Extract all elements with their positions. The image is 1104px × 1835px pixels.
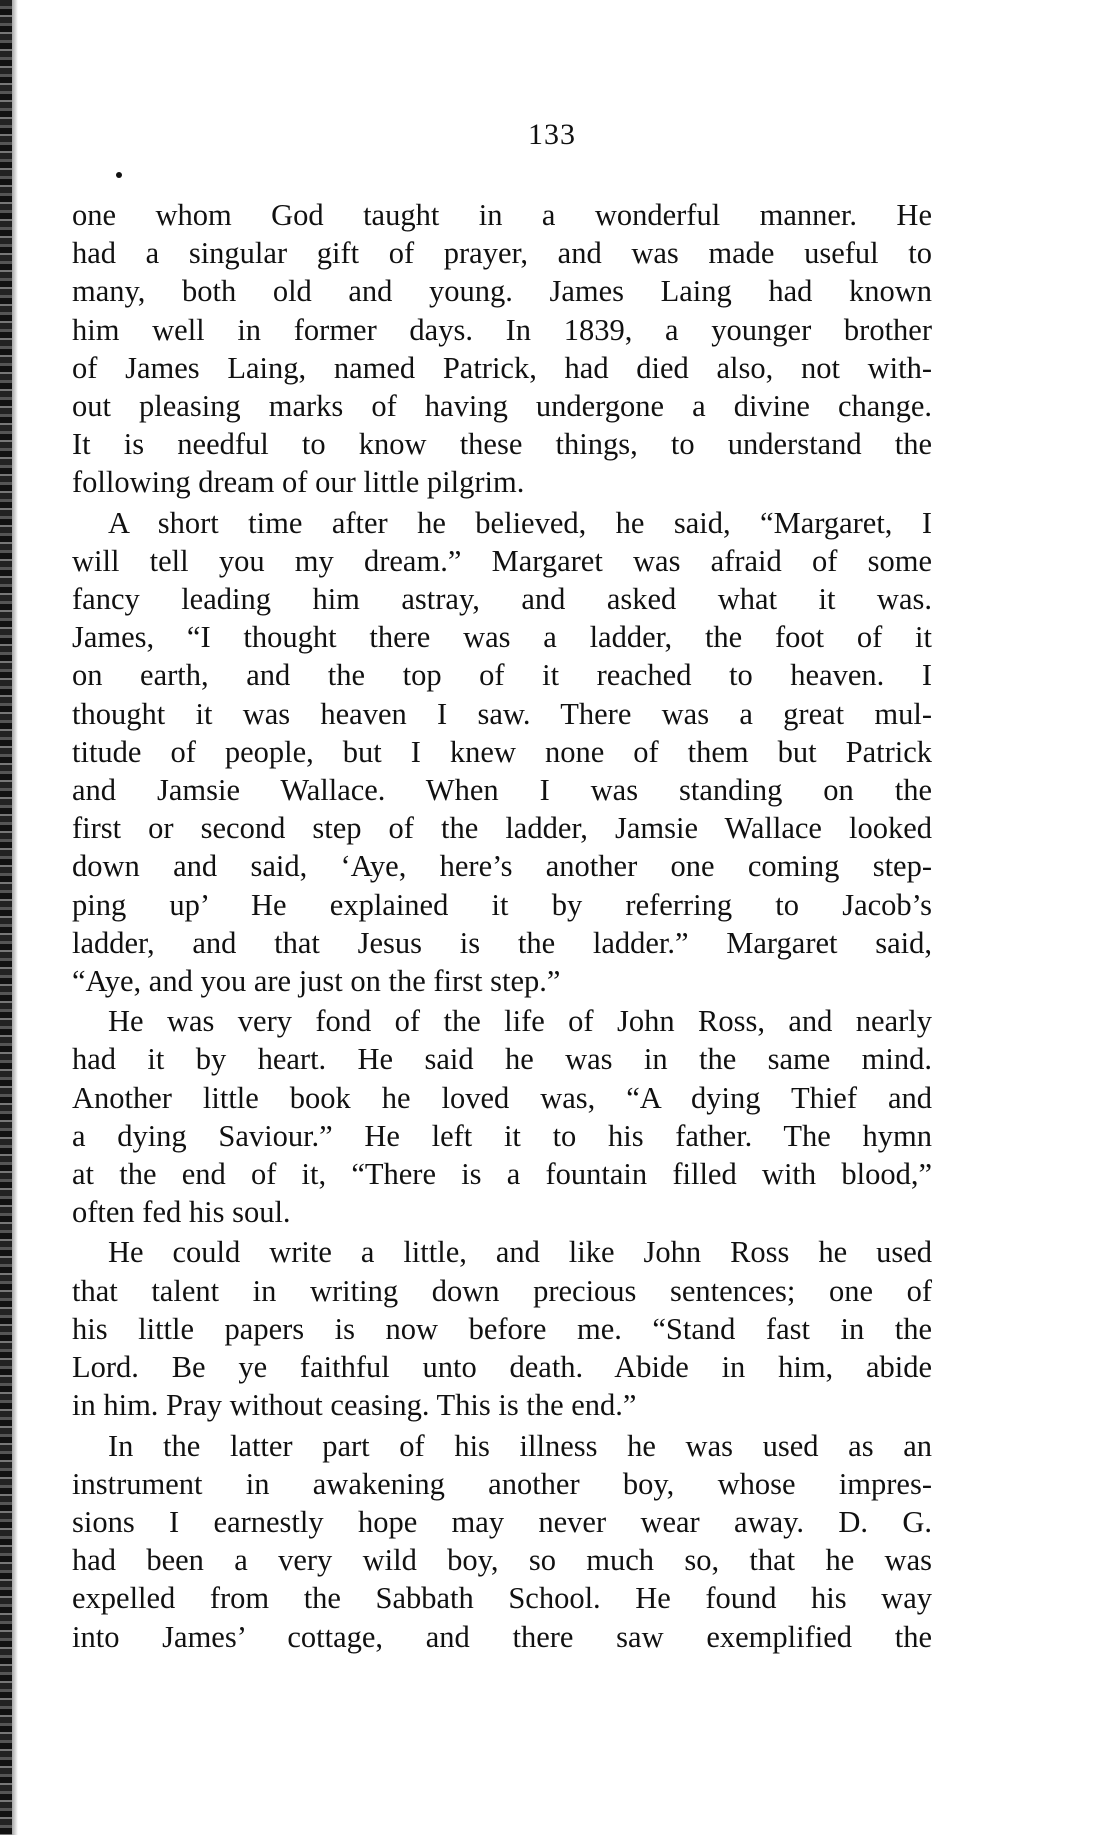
paragraph-5: [72, 1427, 932, 1656]
text-line: will tell you my dream.” Margaret was afraid of some: [72, 543, 932, 578]
text-line: in him. Pray without ceasing. This is the end.”: [72, 1388, 637, 1423]
text-line: Lord. Be ye faithful unto death. Abide in him, abide: [72, 1350, 932, 1385]
text-line: sions I earnestly hope may never wear away. D. G.: [72, 1504, 932, 1539]
text-line: of James Laing, named Patrick, had died also, not with-: [72, 350, 932, 385]
paragraph-3: [72, 1002, 932, 1231]
text-line: often fed his soul.: [72, 1195, 291, 1230]
paragraph-2: [72, 504, 932, 1001]
text-line: a dying Saviour.” He left it to his father. The hymn: [72, 1118, 932, 1153]
text-line: into James’ cottage, and there saw exemplified the: [72, 1619, 932, 1654]
text-line: “Aye, and you are just on the first step.”: [72, 964, 561, 999]
paragraph-1: [72, 196, 932, 502]
text-line: on earth, and the top of it reached to heaven. I: [72, 658, 932, 693]
text-line: down and said, ‘Aye, here’s another one coming step-: [72, 849, 932, 884]
text-line: It is needful to know these things, to understand the: [72, 427, 932, 462]
text-line: In the latter part of his illness he was used as an: [108, 1428, 932, 1463]
page-number: 133: [528, 118, 576, 151]
text-line: one whom God taught in a wonderful manner. He: [72, 198, 932, 232]
text-line: thought it was heaven I saw. There was a great mul-: [72, 696, 932, 731]
text-line: instrument in awakening another boy, whose impres-: [72, 1466, 932, 1501]
page-body-text: [72, 196, 932, 1656]
text-line: at the end of it, “There is a fountain filled with blood,”: [72, 1157, 932, 1192]
text-line: James, “I thought there was a ladder, the foot of it: [72, 620, 932, 655]
text-line: many, both old and young. James Laing had known: [72, 274, 932, 309]
text-line: ping up’ He explained it by referring to Jacob’s: [72, 887, 932, 922]
text-line: fancy leading him astray, and asked what it was.: [72, 582, 932, 617]
text-line: first or second step of the ladder, Jamsie Wallace looked: [72, 811, 932, 846]
text-line: had been a very wild boy, so much so, that he was: [72, 1543, 932, 1578]
text-line: ladder, and that Jesus is the ladder.” Margaret said,: [72, 925, 932, 960]
text-line: his little papers is now before me. “Stand fast in the: [72, 1311, 932, 1346]
text-line: and Jamsie Wallace. When I was standing on the: [72, 773, 932, 808]
text-line: him well in former days. In 1839, a younger brother: [72, 312, 932, 347]
text-line: following dream of our little pilgrim.: [72, 465, 525, 500]
text-line: titude of people, but I knew none of them but Patrick: [72, 734, 932, 769]
text-line: expelled from the Sabbath School. He found his way: [72, 1581, 932, 1616]
text-line: He could write a little, and like John Ross he used: [108, 1235, 932, 1270]
text-line: had a singular gift of prayer, and was made useful to: [72, 236, 932, 271]
text-line: that talent in writing down precious sentences; one of: [72, 1273, 932, 1308]
text-line: Another little book he loved was, “A dying Thief and: [72, 1080, 932, 1115]
text-line: out pleasing marks of having undergone a divine change.: [72, 389, 932, 424]
text-line: A short time after he believed, he said, “Margaret, I: [108, 505, 932, 540]
book-binding-edge: [0, 0, 12, 1835]
ink-speck: [116, 172, 122, 178]
text-line: He was very fond of the life of John Ross, and nearly: [108, 1004, 932, 1039]
paragraph-4: [72, 1233, 932, 1424]
binding-shadow: [12, 0, 18, 1835]
text-line: had it by heart. He said he was in the same mind.: [72, 1042, 932, 1077]
